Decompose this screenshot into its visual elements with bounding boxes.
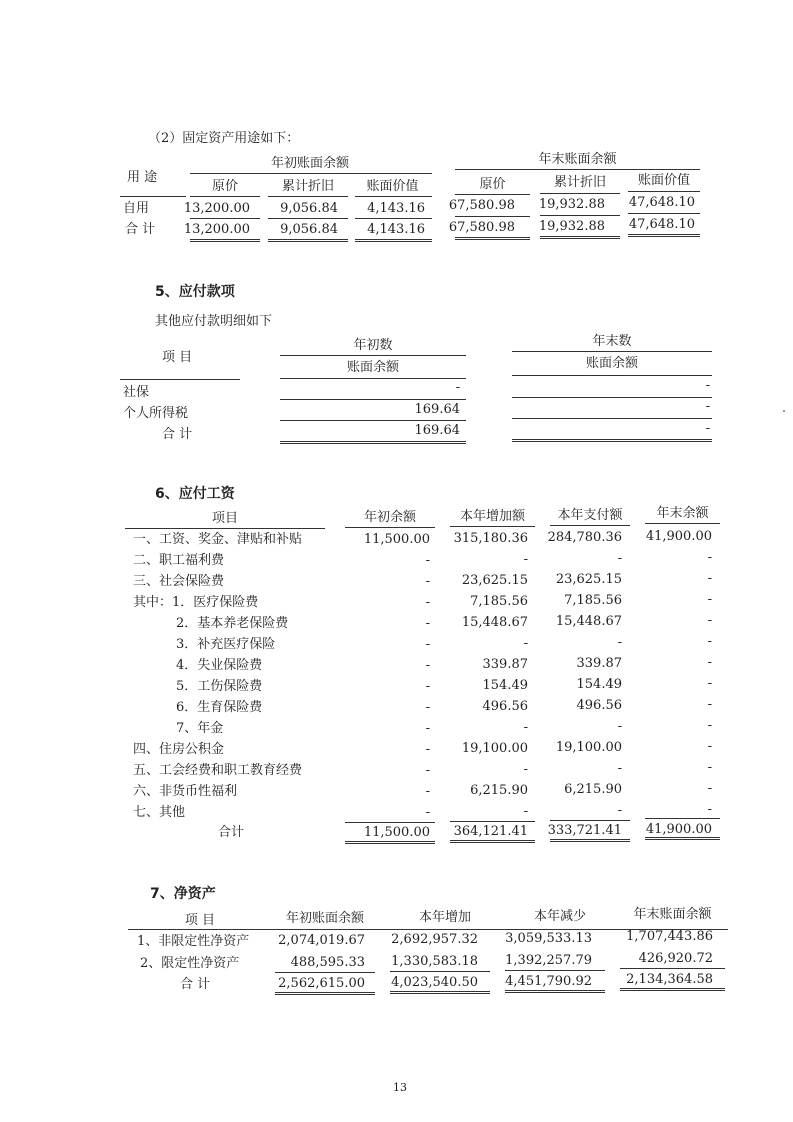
fixed-assets-caption: （2）固定资产用途如下： — [148, 131, 300, 146]
row-label: 4．失业保险费 — [176, 658, 263, 673]
cell-value: 47,648.10 — [628, 217, 695, 232]
cell-value: 19,100.00 — [461, 741, 528, 756]
sub-header-book-start: 账面价值 — [366, 179, 419, 194]
cell-value: - — [523, 636, 528, 651]
cell-value: 41,900.00 — [645, 822, 712, 837]
cell-value: - — [705, 421, 710, 436]
cell-value: 339.87 — [576, 656, 622, 671]
row-label: 合 计 — [162, 427, 193, 442]
cell-value: 15,448.67 — [555, 614, 622, 629]
row-label: 七、其他 — [133, 805, 186, 820]
cell-value: 11,500.00 — [363, 825, 430, 840]
cell-value: - — [425, 700, 430, 715]
cell-value: 19,100.00 — [555, 740, 622, 755]
scan-speck — [783, 410, 785, 412]
cell-value: 7,185.56 — [470, 594, 528, 609]
cell-value: - — [425, 784, 430, 799]
cell-value: - — [523, 552, 528, 567]
cell-value: - — [707, 634, 712, 649]
cell-value: - — [425, 658, 430, 673]
page-number: 13 — [393, 1081, 407, 1094]
section-heading: 7、净资产 — [150, 886, 216, 902]
col-header-opening: 年初账面余额 — [285, 911, 364, 926]
cell-value: - — [707, 739, 712, 754]
sub-header-depr-start: 累计折旧 — [281, 179, 334, 194]
cell-value: 2,134,364.58 — [626, 972, 713, 987]
cell-value: 23,625.15 — [555, 572, 622, 587]
cell-value: - — [425, 553, 430, 568]
cell-value: 11,500.00 — [363, 532, 430, 547]
cell-value: 9,056.84 — [280, 201, 338, 216]
cell-value: - — [707, 802, 712, 817]
row-label: 自用 — [123, 201, 150, 216]
cell-value: - — [707, 592, 712, 607]
cell-value: 4,143.16 — [367, 222, 425, 237]
sub-header-depr-end: 累计折旧 — [553, 175, 606, 190]
row-label: 个人所得税 — [123, 406, 189, 421]
cell-value: - — [425, 595, 430, 610]
cell-value: 333,721.41 — [547, 823, 622, 838]
cell-value: 1,707,443.86 — [626, 929, 713, 944]
cell-value: - — [523, 762, 528, 777]
cell-value: 364,121.41 — [453, 824, 528, 839]
cell-value: 4,023,540.50 — [391, 975, 478, 990]
row-label: 二、职工福利费 — [133, 553, 225, 568]
cell-value: - — [707, 760, 712, 775]
cell-value: - — [705, 399, 710, 414]
cell-value: 41,900.00 — [645, 529, 712, 544]
col-header-closing: 年末余额 — [656, 506, 709, 521]
cell-value: 2,074,019.67 — [278, 933, 365, 948]
cell-value: 47,648.10 — [628, 195, 695, 210]
cell-value: 1,330,583.18 — [391, 954, 478, 969]
row-label: 7、年金 — [176, 721, 224, 736]
row-label: 六、非货币性福利 — [133, 784, 238, 799]
cell-value: - — [707, 571, 712, 586]
cell-value: 67,580.98 — [448, 198, 515, 213]
cell-value: 1,392,257.79 — [505, 953, 592, 968]
cell-value: 154.49 — [576, 677, 622, 692]
cell-value: 339.87 — [482, 657, 528, 672]
section-heading: 5、应付款项 — [155, 284, 235, 300]
cell-value: - — [425, 616, 430, 631]
cell-value: - — [523, 720, 528, 735]
sub-header-cost-start: 原价 — [211, 179, 238, 194]
col-item-header: 项 目 — [162, 350, 193, 365]
cell-value: - — [455, 380, 460, 395]
row-label: 5．工伤保险费 — [176, 679, 263, 694]
cell-value: 496.56 — [576, 698, 622, 713]
cell-value: - — [707, 550, 712, 565]
cell-value: 19,932.88 — [538, 219, 605, 234]
row-label: 合 计 — [125, 222, 156, 237]
sub-header-book-end: 账面价值 — [637, 173, 690, 188]
cell-value: 496.56 — [482, 699, 528, 714]
col-use-header: 用 途 — [127, 170, 158, 185]
cell-value: 2,692,957.32 — [391, 932, 478, 947]
cell-value: - — [523, 804, 528, 819]
row-label: 社保 — [123, 385, 150, 400]
col-header-item: 项 目 — [184, 913, 216, 928]
cell-value: 426,920.72 — [638, 951, 713, 966]
row-label: 一、工资、奖金、津贴和补贴 — [133, 532, 303, 547]
col-header-decrease: 本年减少 — [533, 909, 586, 924]
cell-value: 169.64 — [414, 402, 460, 417]
cell-value: 13,200.00 — [183, 222, 250, 237]
group-header-start: 年初账面余额 — [270, 156, 349, 171]
cell-value: - — [425, 721, 430, 736]
cell-value: - — [425, 637, 430, 652]
cell-value: 23,625.15 — [461, 573, 528, 588]
cell-value: - — [425, 805, 430, 820]
row-label: 2、限定性净资产 — [140, 956, 240, 971]
cell-value: 13,200.00 — [183, 201, 250, 216]
cell-value: - — [707, 718, 712, 733]
cell-value: 315,180.36 — [453, 531, 528, 546]
sub-header-end: 账面余额 — [585, 356, 638, 371]
cell-value: - — [425, 763, 430, 778]
col-header-closing: 年末账面余额 — [633, 907, 712, 922]
cell-value: 9,056.84 — [280, 222, 338, 237]
cell-value: - — [617, 761, 622, 776]
cell-value: 3,059,533.13 — [505, 931, 592, 946]
cell-value: 19,932.88 — [538, 197, 605, 212]
row-label: 合 计 — [180, 977, 211, 992]
cell-value: 15,448.67 — [461, 615, 528, 630]
cell-value: - — [425, 574, 430, 589]
payables-caption: 其他应付款明细如下 — [155, 314, 273, 329]
row-label: 合计 — [218, 825, 245, 840]
cell-value: 4,143.16 — [367, 201, 425, 216]
cell-value: - — [617, 803, 622, 818]
row-label: 其中：1．医疗保险费 — [133, 595, 259, 610]
cell-value: 7,185.56 — [564, 593, 622, 608]
cell-value: 6,215.90 — [564, 782, 622, 797]
col-header-paid: 本年支付额 — [557, 508, 623, 523]
cell-value: - — [707, 781, 712, 796]
cell-value: 2,562,615.00 — [278, 976, 365, 991]
row-label: 6．生育保险费 — [176, 700, 263, 715]
cell-value: - — [707, 613, 712, 628]
cell-value: 169.64 — [414, 423, 460, 438]
cell-value: 67,580.98 — [448, 220, 515, 235]
sub-header-cost-end: 原价 — [479, 177, 506, 192]
group-header-start: 年初数 — [353, 338, 393, 353]
cell-value: - — [425, 679, 430, 694]
cell-value: - — [707, 676, 712, 691]
cell-value: - — [617, 719, 622, 734]
row-label: 3．补充医疗保险 — [176, 637, 276, 652]
col-header-opening: 年初余额 — [363, 510, 416, 525]
row-label: 三、社会保险费 — [133, 574, 225, 589]
cell-value: 154.49 — [482, 678, 528, 693]
row-label: 1、非限定性净资产 — [137, 934, 250, 949]
group-header-end: 年末数 — [592, 334, 632, 349]
cell-value: 6,215.90 — [470, 783, 528, 798]
col-header-item: 项目 — [211, 511, 238, 526]
cell-value: - — [617, 551, 622, 566]
group-header-end: 年末账面余额 — [538, 152, 617, 167]
cell-value: 284,780.36 — [547, 530, 622, 545]
cell-value: - — [707, 655, 712, 670]
row-label: 四、住房公积金 — [133, 742, 225, 757]
cell-value: - — [705, 378, 710, 393]
sub-header-start: 账面余额 — [346, 360, 399, 375]
cell-value: - — [617, 635, 622, 650]
section-heading: 6、应付工资 — [155, 486, 235, 502]
cell-value: - — [425, 742, 430, 757]
cell-value: 4,451,790.92 — [505, 974, 592, 989]
col-header-increase: 本年增加 — [418, 910, 471, 925]
row-label: 2．基本养老保险费 — [176, 616, 289, 631]
cell-value: 488,595.33 — [290, 955, 365, 970]
cell-value: - — [707, 697, 712, 712]
col-header-increase: 本年增加额 — [459, 509, 525, 524]
row-label: 五、工会经费和职工教育经费 — [133, 763, 303, 778]
